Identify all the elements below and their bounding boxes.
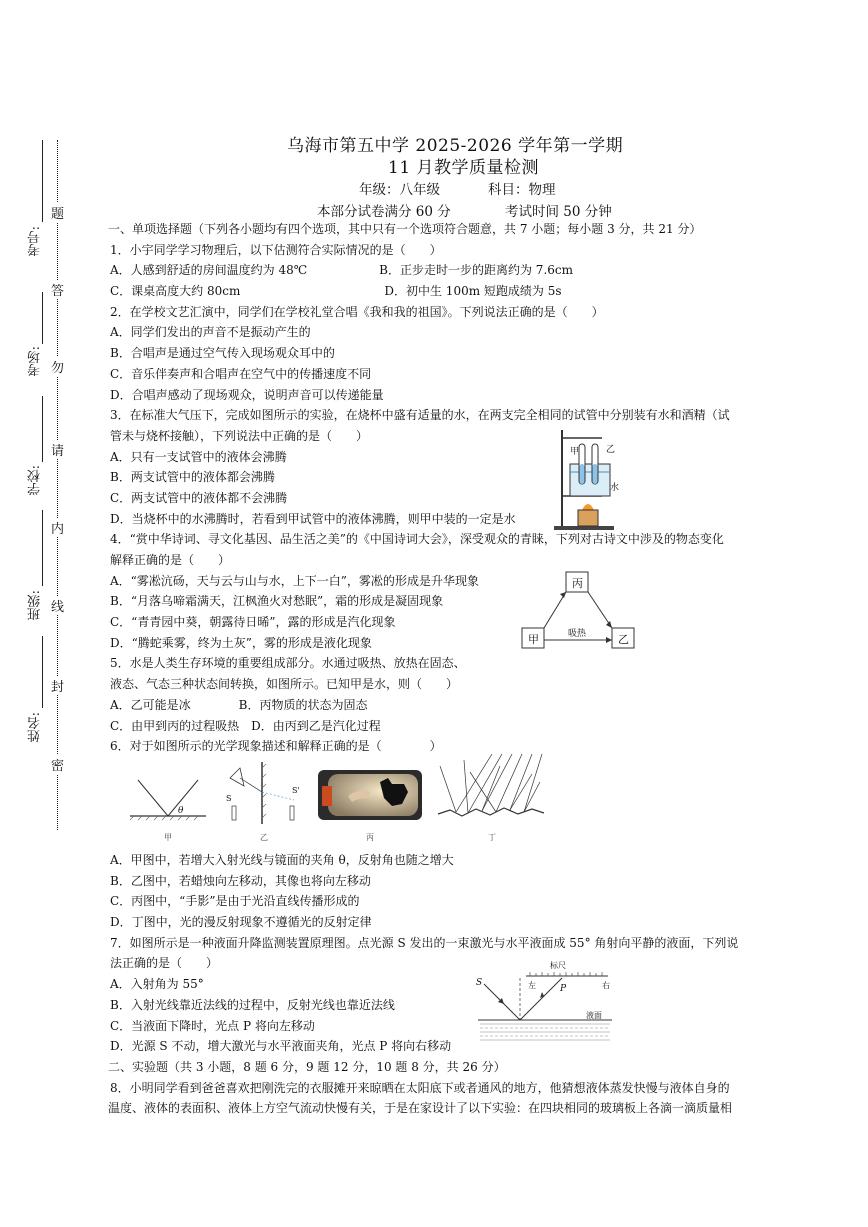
figure-q6-ding-diffuse	[436, 752, 546, 842]
option-line[interactable]: C．音乐伴奏声和合唱声在空气中的传播速度不同	[110, 366, 372, 381]
field-exam-room-line[interactable]	[42, 292, 43, 344]
figure-q5-state-diagram	[520, 570, 640, 652]
option-line[interactable]: C．两支试管中的液体都不会沸腾	[110, 490, 288, 505]
option-line[interactable]: C．当液面下降时，光点 P 将向左移动	[110, 1018, 315, 1033]
field-exam-room: 考场:	[28, 346, 43, 377]
figure-q3-beaker	[552, 428, 622, 532]
field-name: 姓名:	[28, 712, 43, 743]
option-line[interactable]: C．“青青园中葵，朝露待日晞”，露的形成是汽化现象	[110, 615, 396, 630]
figure-q6-bing-hand-shadow	[318, 770, 422, 842]
question-block-2	[110, 850, 800, 1119]
caption-ding: 丁	[488, 833, 496, 842]
option-line[interactable]: B．入射光线靠近法线的过程中，反射光线也靠近法线	[110, 997, 395, 1012]
score-info: 本部分试卷满分 60 分	[317, 204, 451, 220]
figure-q6-yi-plane-mirror	[222, 758, 302, 842]
node-bing: 丙	[572, 577, 583, 590]
question-text: 液态、气态三种状态间转换，如图所示。已知甲是水，则（ ）	[110, 677, 459, 692]
question-text: 8．小明同学看到爸爸喜欢把刚洗完的衣服摊开来晾晒在太阳底下或者通风的地方，他猜想液体蒸发快慢与液体自身的	[110, 1080, 730, 1095]
label-jia: 甲	[570, 447, 580, 457]
label-water: 水	[610, 483, 620, 493]
option-line[interactable]: A．人感到舒适的房间温度约为 48℃ B．正步走时一步的距离约为 7.6cm	[110, 263, 573, 278]
question-text: 解释正确的是（ ）	[110, 553, 231, 567]
question-text: 6．对于如图所示的光学现象描述和解释正确的是（ ）	[110, 739, 442, 754]
liquid-label: 液面	[586, 1011, 602, 1020]
time-info: 考试时间 50 分钟	[505, 204, 612, 220]
seal-word: 题	[51, 203, 64, 222]
caption-jia: 甲	[164, 833, 172, 842]
question-text: 法正确的是（ ）	[110, 956, 219, 971]
grade-label: 年级：八年级	[359, 182, 440, 198]
option-line[interactable]: B．合唱声是通过空气传入现场观众耳中的	[110, 346, 335, 361]
theta-label: θ	[178, 806, 184, 816]
field-exam-number: 考号:	[28, 226, 43, 257]
option-line[interactable]: B．乙图中，若蜡烛向左移动，其像也将向左移动	[110, 873, 371, 888]
field-exam-number-line[interactable]	[42, 140, 43, 222]
s-point-label: S	[476, 978, 483, 988]
question-text: 2．在学校文艺汇演中，同学们在学校礼堂合唱《我和我的祖国》。下列说法正确的是（ ）	[110, 304, 604, 319]
field-class-line[interactable]	[42, 510, 43, 586]
seal-word: 封	[51, 676, 64, 695]
question-text: 管未与烧杯接触），下列说法中正确的是（ ）	[110, 428, 369, 443]
option-line[interactable]: A．同学们发出的声音不是振动产生的	[110, 325, 311, 340]
field-school: 学校:	[28, 465, 43, 496]
subject-label: 科目：物理	[488, 182, 556, 198]
figure-q7-level-monitor	[474, 958, 616, 1050]
option-line[interactable]: B．“月落乌啼霜满天，江枫渔火对愁眠”，霜的形成是凝固现象	[110, 594, 444, 609]
seal-word: 请	[51, 440, 64, 459]
s-label: S	[226, 794, 232, 803]
s-prime-label: S'	[292, 786, 300, 795]
caption-yi: 乙	[260, 833, 268, 842]
field-name-line[interactable]	[42, 636, 43, 708]
seal-word: 内	[51, 518, 64, 537]
option-line[interactable]: D．当烧杯中的水沸腾时，若看到甲试管中的液体沸腾，则甲中装的一定是水	[110, 511, 516, 526]
question-text: 4．“赏中华诗词、寻文化基因、品生活之美”的《中国诗词大会》，深受观众的青睐，下列对古诗文中涉及的物态变化	[110, 532, 724, 547]
figure-q6-jia-mirror	[128, 770, 208, 842]
question-text: 温度、液体的表面积、液体上方空气流动快慢有关，于是在家设计了以下实验：在四块相同的玻璃板上各滴一滴质量相	[108, 1101, 733, 1116]
question-text: 7．如图所示是一种液面升降监测装置原理图。点光源 S 发出的一束激光与水平液面成 55° 角射向平静的液面，下列说	[110, 935, 739, 950]
left-label: 左	[528, 981, 536, 990]
option-line[interactable]: A．入射角为 55°	[110, 977, 204, 992]
exam-title-line1: 乌海市第五中学 2025-2026 学年第一学期	[287, 136, 624, 156]
option-line[interactable]: D．丁图中，光的漫反射现象不遵循光的反射定律	[110, 915, 372, 930]
section-heading-single-choice: 一、单项选择题（下列各小题均有四个选项，其中只有一个选项符合题意，共 7 小题；每小题 3 分，共 21 分）	[108, 222, 702, 236]
right-label: 右	[602, 981, 610, 990]
seal-word: 勿	[51, 357, 64, 376]
seal-word: 线	[51, 596, 64, 615]
section-heading-experiment: 二、实验题（共 3 小题，8 题 6 分，9 题 12 分，10 题 8 分，共 26 分）	[108, 1059, 506, 1074]
option-line[interactable]: A．“雾凇沆砀，天与云与山与水，上下一白”，雾凇的形成是升华现象	[110, 573, 479, 588]
option-line[interactable]: C．由甲到丙的过程吸热 D．由丙到乙是汽化过程	[110, 718, 381, 733]
caption-bing: 丙	[366, 833, 374, 842]
option-line[interactable]: A．甲图中，若增大入射光线与镜面的夹角 θ，反射角也随之增大	[110, 853, 454, 867]
node-yi: 乙	[618, 633, 629, 646]
p-point-label: P	[560, 984, 567, 994]
question-text: 1．小宇同学学习物理后，以下估测符合实际情况的是（ ）	[110, 242, 442, 257]
option-line[interactable]: B．两支试管中的液体都会沸腾	[110, 470, 275, 485]
option-line[interactable]: A．只有一支试管中的液体会沸腾	[110, 449, 287, 464]
scale-label: 标尺	[550, 961, 566, 970]
question-text: 5．水是人类生存环境的重要组成部分。水通过吸热、放热在固态、	[110, 656, 466, 671]
option-line[interactable]: D．合唱声感动了现场观众，说明声音可以传递能量	[110, 387, 384, 402]
option-line[interactable]: A．乙可能是冰 B．丙物质的状态为固态	[110, 697, 368, 712]
seal-word: 密	[51, 755, 64, 774]
option-line[interactable]: C．课桌高度大约 80cm D．初中生 100m 短跑成绩为 5s	[110, 284, 562, 299]
option-line[interactable]: D．光源 S 不动，增大激光与水平液面夹角，光点 P 将向右移动	[110, 1039, 452, 1054]
question-text: 3．在标准大气压下，完成如图所示的实验，在烧杯中盛有适量的水，在两支完全相同的试管中分别装有水和酒精（试	[110, 408, 730, 423]
node-jia: 甲	[528, 633, 539, 646]
binding-dotted-line	[57, 140, 58, 830]
option-line[interactable]: D．“腾蛇乘雾，终为土灰”，雾的形成是液化现象	[110, 635, 372, 650]
field-class: 班级:	[28, 590, 43, 621]
question-block-1	[110, 219, 800, 757]
option-line[interactable]: C．丙图中，“手影”是由于光沿直线传播形成的	[110, 894, 360, 909]
arrow-label-absorb-heat: 吸热	[568, 629, 587, 639]
seal-word: 答	[51, 280, 64, 299]
exam-title-line2: 11 月教学质量检测	[388, 158, 540, 178]
field-school-line[interactable]	[42, 396, 43, 462]
label-yi: 乙	[606, 445, 616, 455]
